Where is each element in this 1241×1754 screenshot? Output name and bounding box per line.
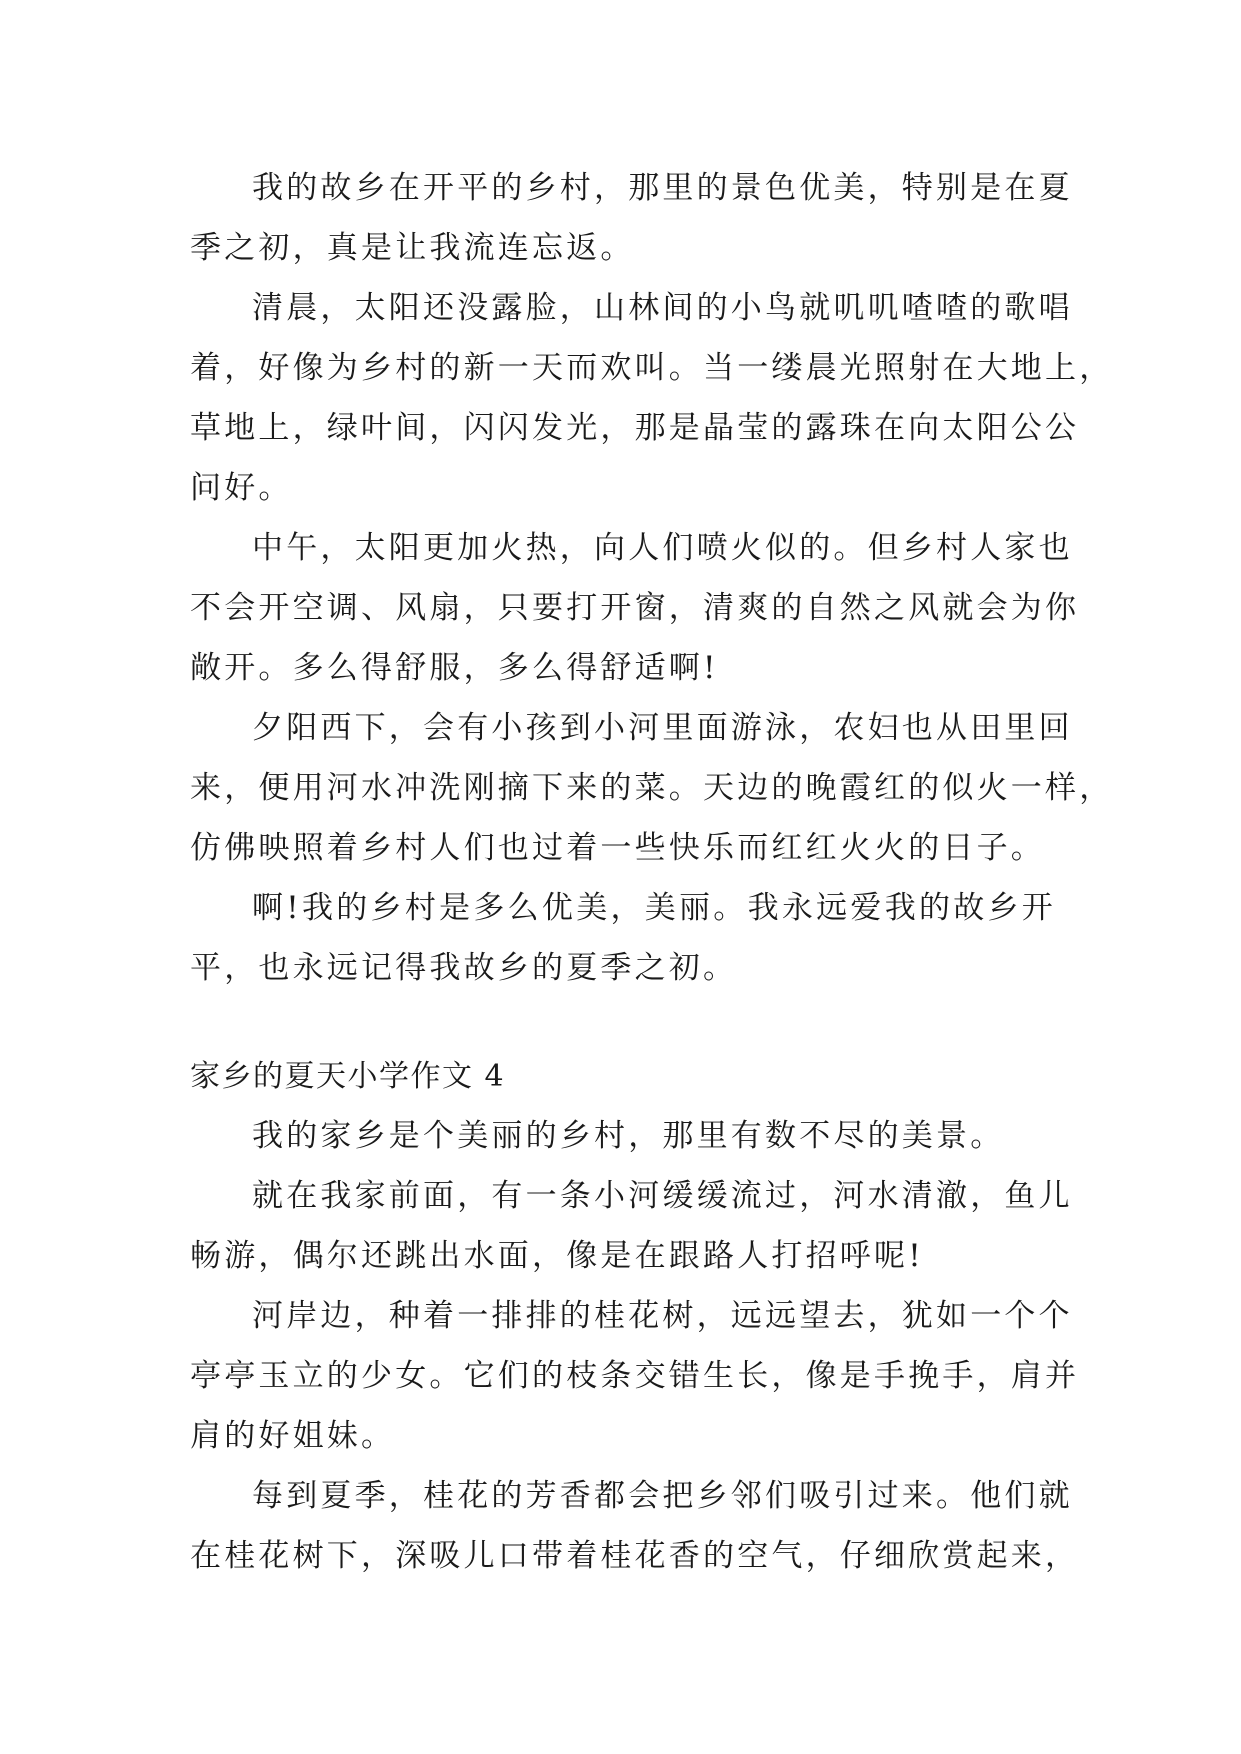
paragraph [190,1466,1080,1586]
text-line: 畅游，偶尔还跳出水面，像是在跟路人打招呼呢! [190,1238,924,1274]
text-line: 来，便用河水冲洗刚摘下来的菜。天边的晚霞红的似火一样， [190,770,1114,806]
text-line: 草地上，绿叶间，闪闪发光，那是晶莹的露珠在向太阳公公 [190,410,1080,446]
text-line: 我的家乡是个美丽的乡村，那里有数不尽的美景。 [252,1118,1005,1154]
text-line: 啊!我的乡村是多么优美，美丽。我永远爱我的故乡开 [252,890,1056,926]
text-line: 在桂花树下，深吸儿口带着桂花香的空气，仔细欣赏起来， [190,1538,1080,1574]
paragraph [190,698,1114,878]
text-line: 肩的好姐妹。 [190,1418,396,1454]
text-line: 清晨，太阳还没露脸，山林间的小鸟就叽叽喳喳的歌唱 [252,290,1073,326]
text-line: 夕阳西下，会有小孩到小河里面游泳，农妇也从田里回 [252,710,1073,746]
paragraph [190,518,1080,698]
text-line: 中午，太阳更加火热，向人们喷火似的。但乡村人家也 [252,530,1073,566]
text-line: 平，也永远记得我故乡的夏季之初。 [190,950,738,986]
paragraph [190,1166,1073,1286]
paragraph [190,278,1114,518]
text-line: 问好。 [190,470,293,506]
section-title: 家乡的夏天小学作文 4 [190,1059,506,1094]
text-line: 仿佛映照着乡村人们也过着一些快乐而红红火火的日子。 [190,830,1045,866]
text-line: 敞开。多么得舒服，多么得舒适啊! [190,650,719,686]
text-line: 河岸边，种着一排排的桂花树，远远望去，犹如一个个 [252,1298,1073,1334]
text-line: 季之初，真是让我流连忘返。 [190,230,635,266]
paragraph [190,1106,1056,1166]
paragraph [190,158,1073,278]
text-line: 着，好像为乡村的新一天而欢叫。当一缕晨光照射在大地上， [190,350,1114,386]
text-line: 不会开空调、风扇，只要打开窗，清爽的自然之风就会为你 [190,590,1080,626]
text-line: 每到夏季，桂花的芳香都会把乡邻们吸引过来。他们就 [252,1478,1073,1514]
paragraph [190,1286,1080,1466]
paragraph [190,878,1056,998]
text-line: 亭亭玉立的少女。它们的枝条交错生长，像是手挽手，肩并 [190,1358,1080,1394]
text-line: 就在我家前面，有一条小河缓缓流过，河水清澈，鱼儿 [252,1178,1073,1214]
document-body [190,158,1114,1586]
section-spacer [190,998,1056,1048]
text-line: 我的故乡在开平的乡村，那里的景色优美，特别是在夏 [252,170,1073,206]
